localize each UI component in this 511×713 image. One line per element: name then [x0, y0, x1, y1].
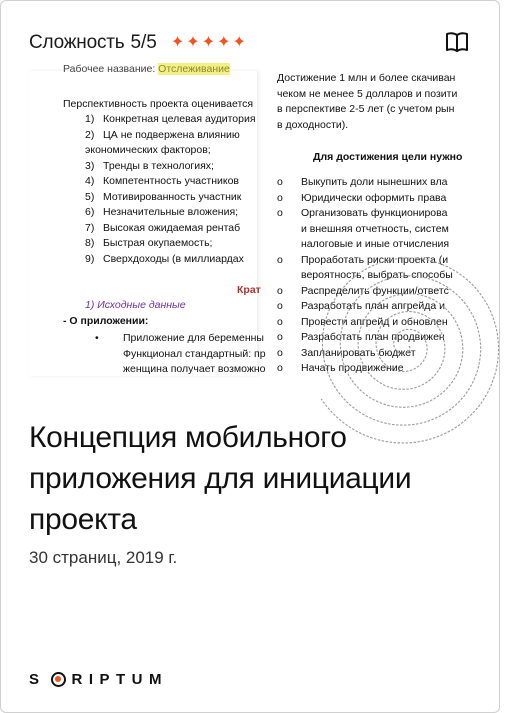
- preview-right-heading: Для достижения цели нужно: [313, 151, 463, 163]
- difficulty-rating: [171, 35, 246, 51]
- list-item: o Выкупить доли нынешних вла: [277, 176, 448, 188]
- list-item: o Разработать план продвижен: [277, 331, 445, 343]
- list-item: o Юридически оформить права: [277, 191, 447, 204]
- list-item: o Запланировать бюджет: [277, 346, 416, 359]
- list-item: o Проработать риски проекта (и: [277, 253, 449, 266]
- preview-bullet-item: • Приложение для беременны Функционал стандартный: пр женщина получает возможно: [95, 332, 266, 375]
- difficulty-label: Сложность: [29, 32, 125, 53]
- preview-page-right: [271, 71, 473, 376]
- preview-page-left: [29, 63, 266, 376]
- list-item: o Начать продвижение: [277, 362, 404, 374]
- preview-text-line: в перспективе 2-5 лет (с учетом рын: [277, 103, 455, 115]
- list-item-continuation: вероятность, выбрать способы: [301, 269, 453, 281]
- list-item: 2) ЦА не подвержена влиянию: [85, 128, 240, 141]
- list-item-continuation: и внешняя отчетность, систем: [301, 222, 449, 235]
- book-open-icon[interactable]: [445, 31, 469, 53]
- star-icon: ✦: [170, 34, 185, 51]
- star-icon: ✦: [232, 34, 246, 51]
- preview-cut-line: Рабочее название: Отслеживание: [63, 63, 230, 75]
- star-icon: ✦: [186, 34, 200, 51]
- document-title[interactable]: Концепция мобильного приложения для инициации проекта: [29, 421, 412, 536]
- document-meta: 30 страниц, 2019 г.: [29, 548, 178, 567]
- list-item-continuation: экономических факторов;: [85, 144, 211, 156]
- preview-numbered-list: [85, 112, 256, 267]
- logo-circle-icon: [51, 672, 66, 687]
- preview-right-intro: [277, 71, 457, 133]
- list-item: 7) Высокая ожидаемая рентаб: [85, 221, 241, 234]
- list-item: o Разработать план апгрейда и: [277, 300, 446, 312]
- preview-about-heading: - О приложении:: [63, 315, 149, 327]
- list-item: o Организовать функционирова: [277, 207, 448, 219]
- preview-text-line: чеком не менее 5 долларов и позити: [277, 87, 458, 100]
- list-item: o Провести апгрейд и обновлен: [277, 315, 448, 328]
- scriptum-logo[interactable]: S RIPTUM: [29, 670, 169, 688]
- preview-intro: Перспективность проекта оценивается: [63, 98, 254, 110]
- document-preview[interactable]: [29, 63, 473, 376]
- list-item: 1) Конкретная целевая аудитория: [85, 113, 256, 125]
- list-item: 5) Мотивированность участник: [85, 190, 242, 203]
- star-icon: ✦: [217, 34, 231, 51]
- preview-text-line: Достижение 1 млн и более скачиван: [277, 72, 456, 84]
- preview-section-heading: 1) Исходные данные: [85, 299, 186, 311]
- list-item: o Распределить функции/ответс: [277, 284, 449, 297]
- difficulty-value: 5/5: [130, 32, 157, 53]
- preview-bullet-list: [277, 175, 453, 377]
- preview-text-line: в доходности).: [277, 118, 349, 131]
- list-item-continuation: налоговые и иные отчисления: [301, 238, 450, 250]
- list-item: 4) Компетентность участников: [85, 175, 239, 187]
- card-header: [29, 29, 471, 57]
- list-item: 3) Тренды в технологиях;: [85, 159, 214, 172]
- star-icon: ✦: [201, 34, 216, 51]
- list-item: 8) Быстрая окупаемость;: [85, 237, 213, 249]
- preview-red-heading: Крат: [237, 284, 261, 296]
- list-item: 9) Сверхдоходы (в миллиардах: [85, 252, 244, 265]
- list-item: 6) Незначительные вложения;: [85, 206, 239, 218]
